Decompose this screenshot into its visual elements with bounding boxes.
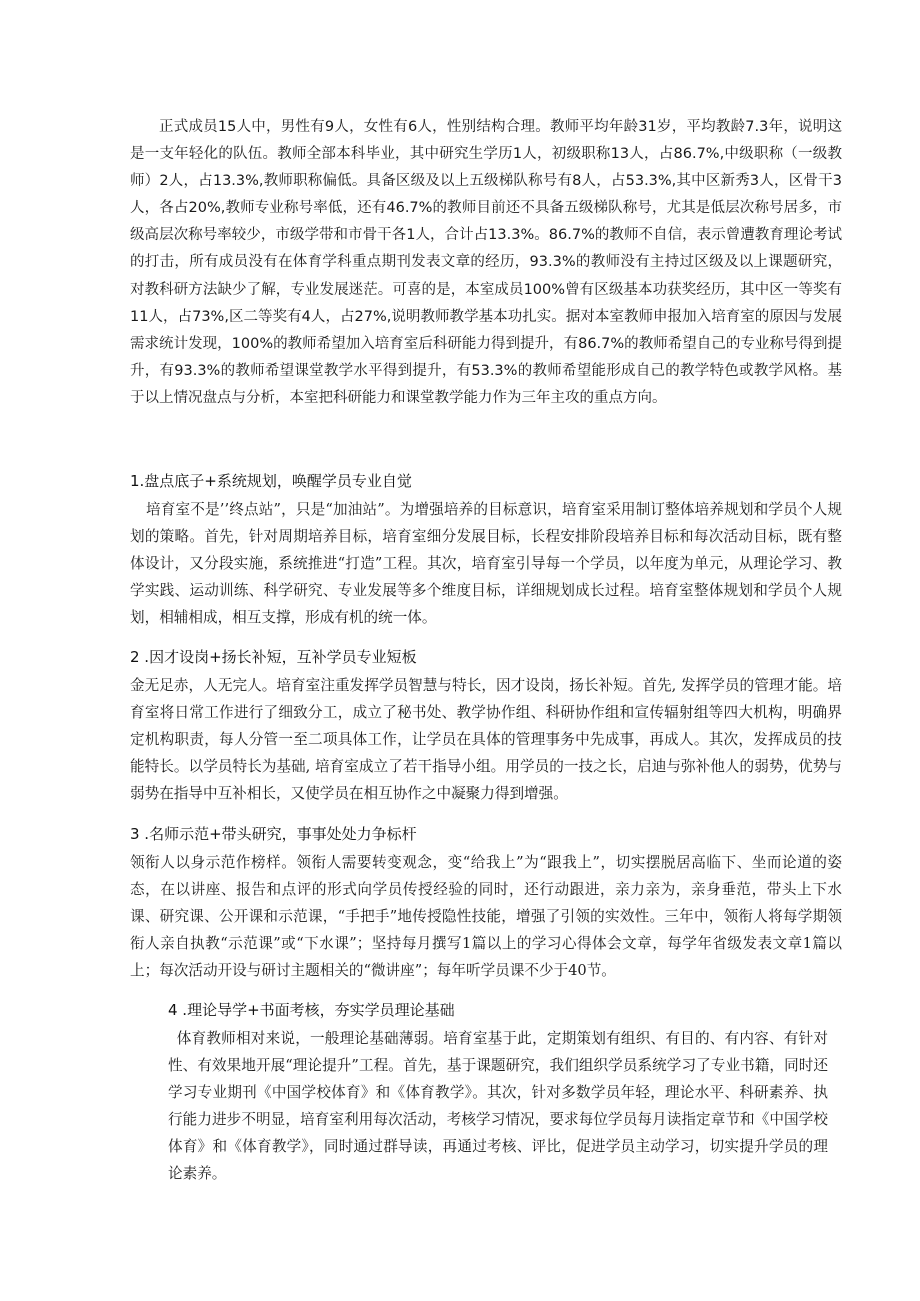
intro-paragraph: 正式成员15人中，男性有9人，女性有6人，性别结构合理。教师平均年龄31岁，平均教龄7.3年，说明这是一支年轻化的队伍。教师全部本科毕业，其中研究生学历1人，初级职称13人，占86.7%,中级职称（一级教师）2人，占13.3%,教师职称偏低。具备区级及以上五级梯队称号有8人，占53.3%,其中区新秀3人，区骨干3人，各占20%,教师专业称号率低，还有46.7%的教师目前还不具备五级梯队称号，尤其是低层次称号居多，市级高层次称号率较少，市级学带和市骨干各1人，合计占13.3%。86.7%的教师不自信，表示曾遭教育理论考试的打击，所有成员没有在体育学科重点期刊发表文章的经历，93.3%的教师没有主持过区级及以上课题研究，对教科研方法缺少了解，专业发展迷茫。可喜的是，本室成员100%曾有区级基本功获奖经历，其中区一等奖有11人，占73%,区二等奖有4人，占27%,说明教师教学基本功扎实。据对本室教师申报加入培育室的原因与发展需求统计发现，100%的教师希望加入培育室后科研能力得到提升，有86.7%的教师希望自己的专业称号得到提升，有93.3%的教师希望课堂教学水平得到提升，有53.3%的教师希望能形成自己的教学特色或教学风格。基于以上情况盘点与分析，本室把科研能力和课堂教学能力作为三年主攻的重点方向。: [130, 119, 842, 406]
section-4-body: 体育教师相对来说，一般理论基础薄弱。培育室基于此，定期策划有组织、有目的、有内容、有针对性、有效果地开展“理论提升”工程。首先，基于课题研究，我们组织学员系统学习了专业书籍，同时还学习专业期刊《中国学校体育》和《体育教学》。其次，针对多数学员年轻，理论水平、科研素养、执行能力进步不明显，培育室利用每次活动，考核学习情况，要求每位学员每月读指定章节和《中国学校体育》和《体育教学》，同时通过群导读，再通过考核、评比，促进学员主动学习，切实提升学员的理论素养。: [168, 1030, 828, 1182]
section-2-body: 金无足赤，人无完人。培育室注重发挥学员智慧与特长，因才设岗，扬长补短。首先, 发挥学员的管理才能。培育室将日常工作进行了细致分工，成立了秘书处、教学协作组、科研协作组和宣传辐射组等四大机构，明确界定机构职责，每人分管一至二项具体工作，让学员在具体的管理事务中先成事，再成人。其次，发挥成员的技能特长。以学员特长为基础, 培育室成立了若干指导小组。用学员的一技之长，启迪与弥补他人的弱势，优势与弱势在指导中互补相长，又使学员在相互协作之中凝聚力得到增强。: [130, 677, 842, 802]
section-2-heading: 2 .因才设岗+扬长补短，互补学员专业短板: [130, 648, 417, 666]
section-1-body: 培育室不是’’终点站”，只是“加油站”。为增强培养的目标意识，培育室采用制订整体培养规划和学员个人规划的策略。首先，针对周期培养目标，培育室细分发展目标，长程安排阶段培养目标和每次活动目标，既有整体设计，又分段实施，系统推进“打造”工程。其次，培育室引导每一个学员，以年度为单元，从理论学习、教学实践、运动训练、科学研究、专业发展等多个维度目标，详细规划成长过程。培育室整体规划和学员个人规划，相辅相成，相互支撑，形成有机的统一体。: [130, 501, 842, 626]
section-3-heading: 3 .名师示范+带头研究，事事处处力争标杆: [130, 825, 417, 843]
section-3-body: 领衔人以身示范作榜样。领衔人需要转变观念，变“给我上”为“跟我上”，切实摆脱居高临下、坐而论道的姿态，在以讲座、报告和点评的形式向学员传授经验的同时，还行动跟进，亲力亲为，亲身垂范，带头上下水课、研究课、公开课和示范课，“手把手”地传授隐性技能，增强了引领的实效性。三年中，领衔人将每学期领衔人亲自执教“示范课”或“下水课”；坚持每月撰写1篇以上的学习心得体会文章，每学年省级发表文章1篇以上；每次活动开设与研讨主题相关的“微讲座”；每年听学员课不少于40节。: [130, 854, 842, 979]
section-1-heading: 1.盘点底子+系统规划，唤醒学员专业自觉: [130, 472, 412, 490]
section-4-heading: 4 .理论导学+书面考核，夯实学员理论基础: [168, 1001, 455, 1019]
